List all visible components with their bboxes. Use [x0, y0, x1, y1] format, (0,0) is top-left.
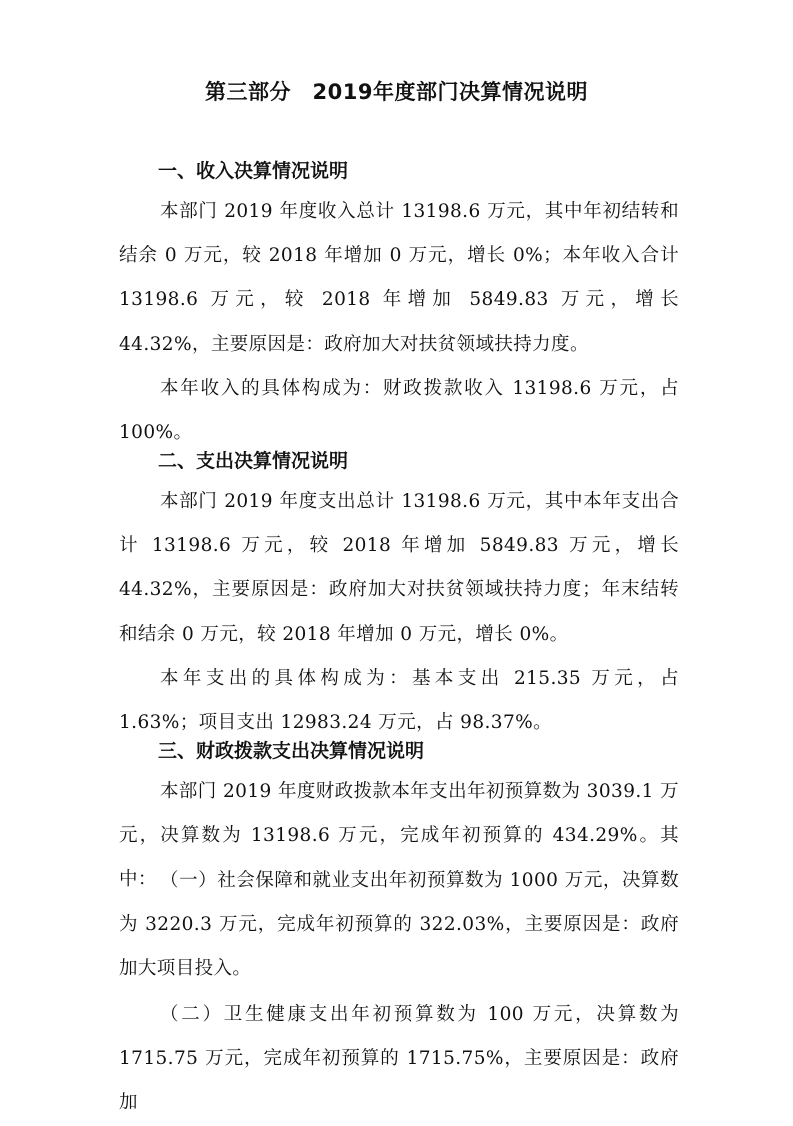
paragraph-fiscal-budget: 本部门 2019 年度财政拨款本年支出年初预算数为 3039.1 万元，决算数为 13198.6 万元，完成年初预算的 434.29%。其中：: [119, 781, 679, 891]
paragraph-expenditure-composition: 本年支出的具体构成为：基本支出 215.35 万元，占 1.63%；项目支出 12983.24 万元，占 98.37%。: [119, 668, 679, 734]
paragraph-health: （二）卫生健康支出年初预算数为 100 万元，决算数为 1715.75 万元，完成年初预算的 1715.75%，主要原因是：政府加: [119, 1004, 679, 1114]
page-title: 第三部分 2019年度部门决算情况说明: [205, 80, 588, 104]
section-heading-expenditure: 二、支出决算情况说明: [158, 450, 349, 472]
paragraph-income-total: 本部门 2019 年度收入总计 13198.6 万元，其中年初结转和结余 0 万元，较 2018 年增加 0 万元，增长 0%；本年收入合计 13198.6 万元，较 2018 年增加 5849.83 万元，增长 44.32%，主要原因是：政府加大对扶贫领域扶持力度。: [119, 201, 679, 355]
paragraph-income-composition: 本年收入的具体构成为：财政拨款收入 13198.6 万元，占 100%。: [119, 378, 679, 444]
paragraph-social-security: （一）社会保障和就业支出年初预算数为 1000 万元，决算数为 3220.3 万元，完成年初预算的 322.03%，主要原因是：政府加大项目投入。: [119, 870, 679, 980]
paragraph-expenditure-total: 本部门 2019 年度支出总计 13198.6 万元，其中本年支出合计 13198.6 万元，较 2018 年增加 5849.83 万元，增长 44.32%，主要原因是：政府加大对扶贫领域扶持力度；年末结转和结余 0 万元，较 2018 年增加 0 万元，增长 0%。: [119, 491, 679, 645]
section-heading-income: 一、收入决算情况说明: [158, 160, 349, 182]
section-heading-fiscal-expenditure: 三、财政拨款支出决算情况说明: [158, 740, 425, 762]
